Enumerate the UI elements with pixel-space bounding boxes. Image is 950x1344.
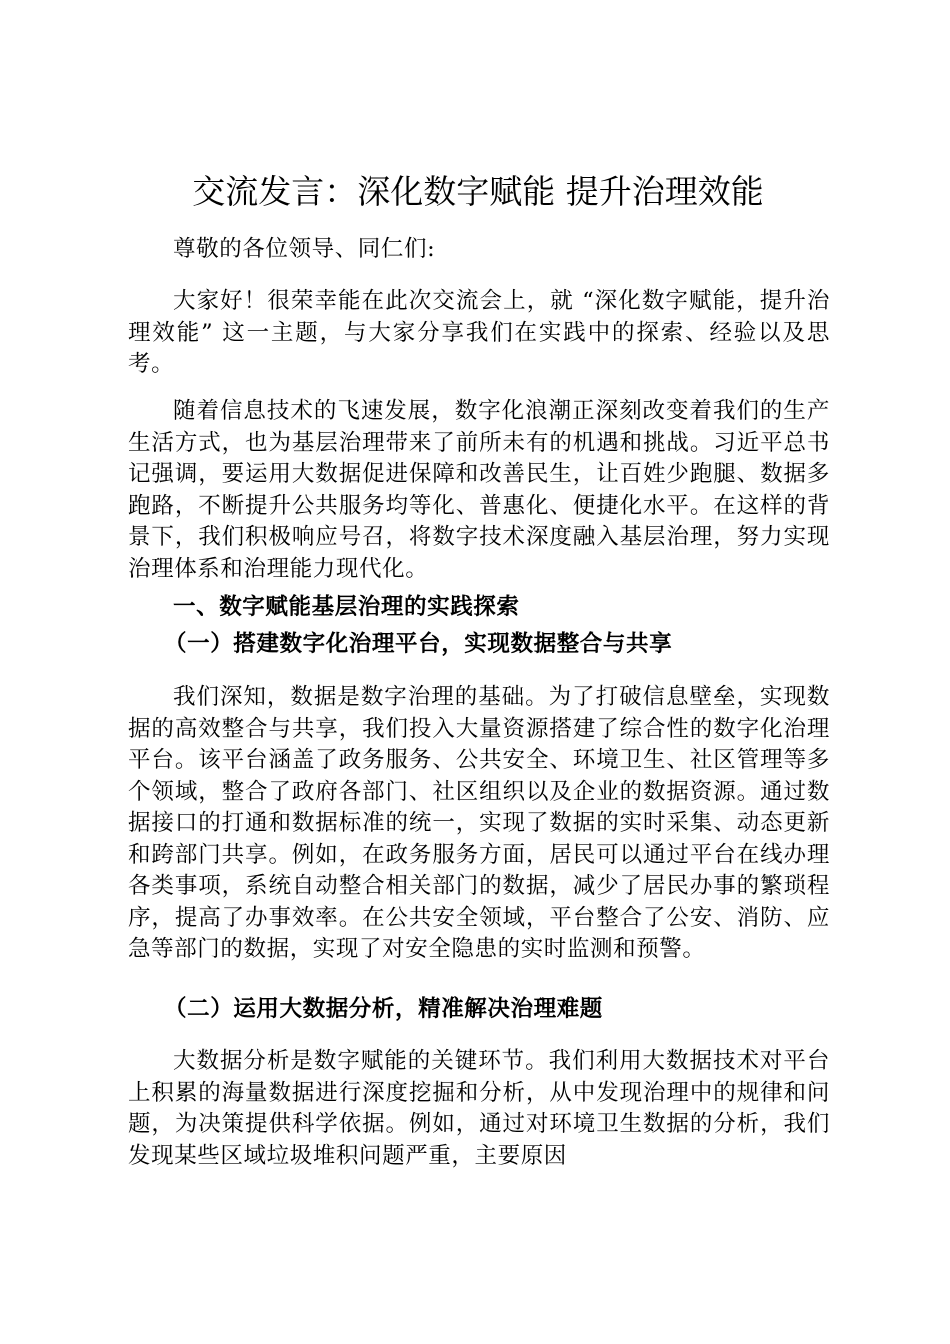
section-heading-1: 一、数字赋能基层治理的实践探索: [173, 594, 520, 620]
subsection-heading-1: （一）搭建数字化治理平台，实现数据整合与共享: [164, 631, 673, 657]
subsection-heading-2: （二）运用大数据分析，精准解决治理难题: [164, 996, 603, 1022]
document-title: 交流发言：深化数字赋能 提升治理效能: [192, 172, 764, 211]
subsection-1-paragraph: 我们深知，数据是数字治理的基础。为了打破信息壁垒，实现数据的高效整合与共享，我们投入大量资源搭建了综合性的数字化治理平台。该平台涵盖了政务服务、公共安全、环境卫生、社区管理等多个领域，整合了政府各部门、社区组织以及企业的数据资源。通过数据接口的打通和数据标准的统一，实现了数据的实时采集、动态更新和跨部门共享。例如，在政务服务方面，居民可以通过平台在线办理各类事项，系统自动整合相关部门的数据，减少了居民办事的繁琐程序，提高了办事效率。在公共安全领域，平台整合了公安、消防、应急等部门的数据，实现了对安全隐患的实时监测和预警。: [128, 684, 830, 962]
subsection-2-paragraph: 大数据分析是数字赋能的关键环节。我们利用大数据技术对平台上积累的海量数据进行深度挖掘和分析，从中发现治理中的规律和问题，为决策提供科学依据。例如，通过对环境卫生数据的分析，我们发现某些区域垃圾堆积问题严重，主要原因: [128, 1048, 830, 1169]
intro-paragraph: 大家好！很荣幸能在此次交流会上，就 “深化数字赋能，提升治理效能” 这一主题，与大家分享我们在实践中的探索、经验以及思考。: [128, 288, 830, 377]
background-paragraph: 随着信息技术的飞速发展，数字化浪潮正深刻改变着我们的生产生活方式，也为基层治理带来了前所未有的机遇和挑战。习近平总书记强调，要运用大数据促进保障和改善民生，让百姓少跑腿、数据多跑路，不断提升公共服务均等化、普惠化、便捷化水平。在这样的背景下，我们积极响应号召，将数字技术深度融入基层治理，努力实现治理体系和治理能力现代化。: [128, 398, 830, 582]
salutation: 尊敬的各位领导、同仁们:: [173, 236, 436, 262]
